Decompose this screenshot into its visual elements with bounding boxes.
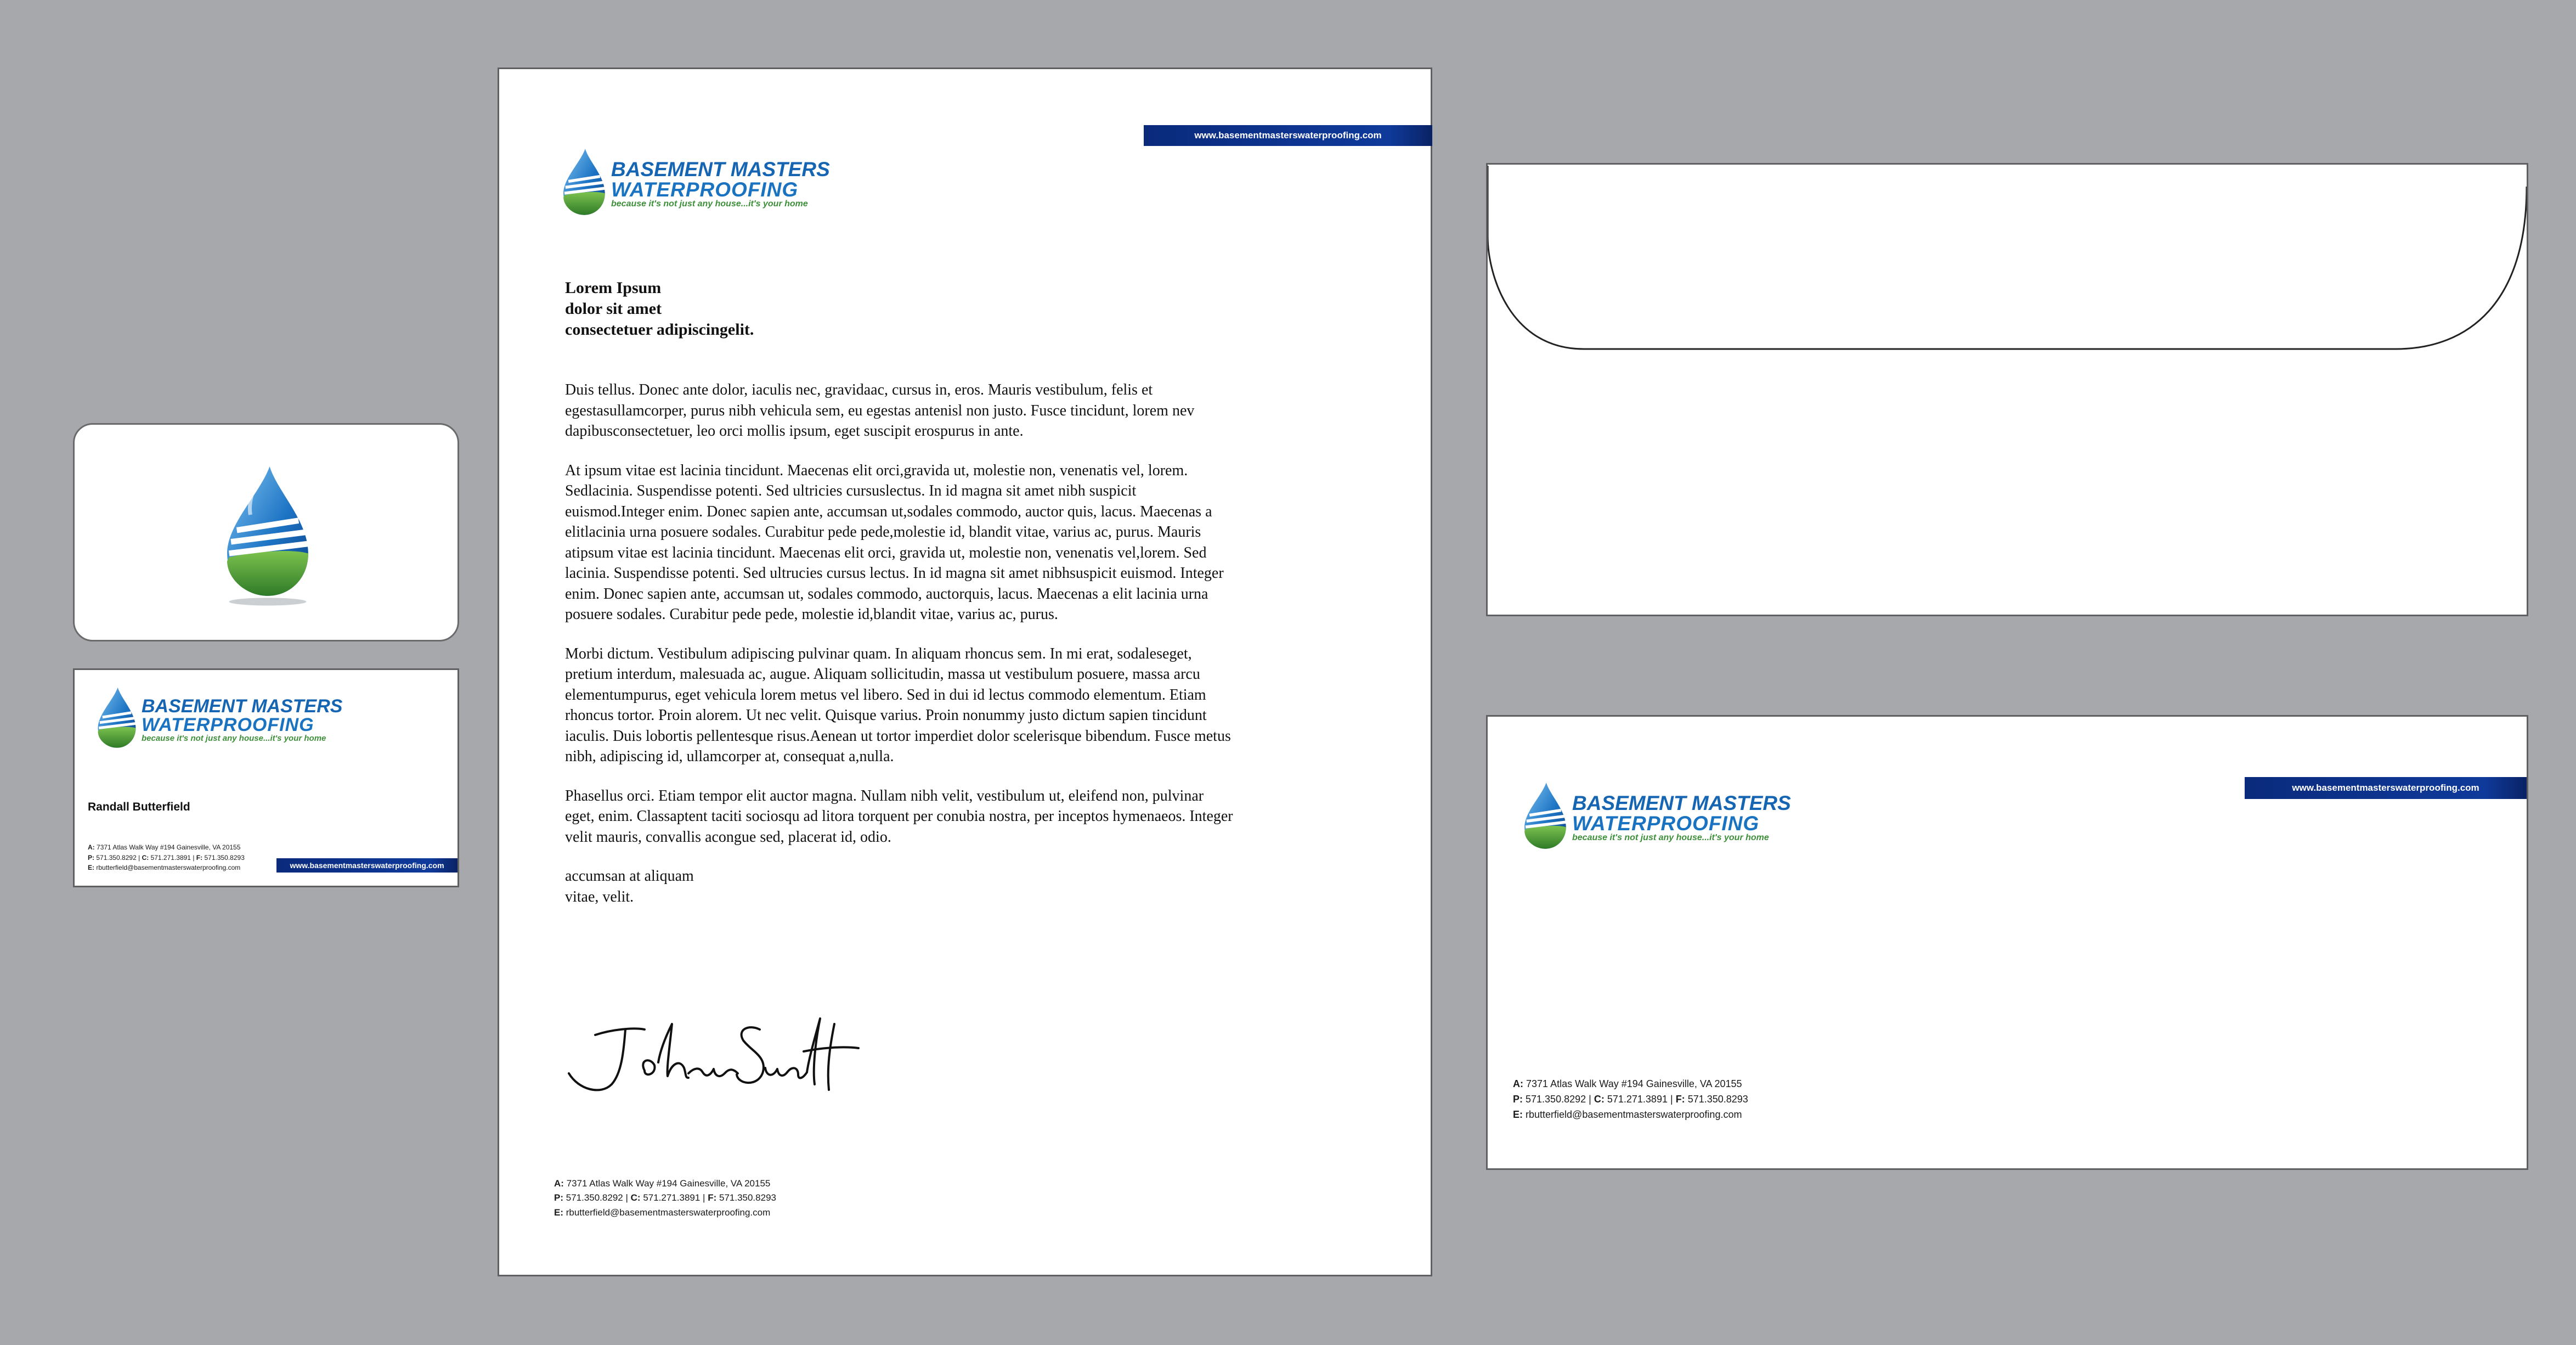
brand-name-line2: WATERPROOFING — [1572, 812, 1760, 835]
water-drop-logo-icon — [1521, 781, 1570, 854]
website-bar: www.basementmasterswaterproofing.com — [1144, 125, 1432, 146]
website-bar: www.basementmasterswaterproofing.com — [276, 858, 457, 873]
email-line: E: rbutterfield@basementmasterswaterproofing.com — [554, 1207, 771, 1218]
brand-name-line1: BASEMENT MASTERS — [611, 158, 830, 181]
letterhead-page — [498, 67, 1432, 1276]
phone-line: P: 571.350.8292 | C: 571.271.3891 | F: 571.350.8293 — [554, 1192, 776, 1203]
envelope-flap — [1488, 165, 2527, 351]
brand-name-line1: BASEMENT MASTERS — [1572, 792, 1791, 814]
brand-tagline: because it's not just any house...it's your home — [142, 733, 326, 743]
envelope-back — [1486, 163, 2528, 616]
envelope-contact-block — [1513, 1077, 1748, 1123]
heading-line: dolor sit amet — [565, 300, 662, 318]
brand-tagline: because it's not just any house...it's your home — [611, 199, 808, 209]
phone-line: P: 571.350.8292 | C: 571.271.3891 | F: 571.350.8293 — [88, 853, 245, 862]
letter-contact-block — [554, 1177, 776, 1220]
water-drop-logo-icon — [219, 464, 316, 606]
letter-closing: accumsan at aliquam vitae, velit. — [565, 868, 694, 905]
brand-logo — [560, 148, 830, 220]
letter-paragraph: Morbi dictum. Vestibulum adipiscing pulvinar quam. In aliquam rhoncus sem. In mi erat, sodaleseget, pretium interdum, malesuada ac, augue. Aliquam sollicitudin, massa ut vestibulum posuere, massa arcu elementumpurus, eget vehicula lorem metus vel libero. Sed in dui id lectus commodo elementum. Etiam rhoncus tortor. Proin alorem. Ut nec velit. Quisque varius. Proin nonummy justo dictum sapien tincidunt iaculis. Duis lobortis pellentesque risus.Aenean ut tortor imperdiet dolor scelerisque bibendum. Fusce metus nibh, adipiscing id, ullamcorper at, consequat a,nulla. — [565, 645, 1231, 766]
heading-line: consectetuer adipiscingelit. — [565, 320, 754, 339]
heading-line: Lorem Ipsum — [565, 279, 662, 297]
brand-logo — [94, 686, 342, 752]
brand-name-line2: WATERPROOFING — [142, 714, 314, 735]
brand-tagline: because it's not just any house...it's your home — [1572, 833, 1769, 842]
letter-paragraph: Phasellus orci. Etiam tempor elit auctor magna. Nullam nibh velit, vestibulum ut, eleifend non, pulvinar eget, enim. Classaptent taciti sociosqu ad litora torquent per conubia nostra, per inceptos hymenaeos. Integer velit mauris, convallis acongue sed, placerat id, odio. — [565, 787, 1233, 846]
brand-logo — [1521, 781, 1791, 854]
brand-name-line2: WATERPROOFING — [611, 178, 799, 201]
email-line: E: rbutterfield@basementmasterswaterproofing.com — [88, 864, 241, 872]
signature-image — [562, 1008, 869, 1101]
address-line: A: 7371 Atlas Walk Way #194 Gainesville, VA 20155 — [88, 843, 241, 851]
address-line: A: 7371 Atlas Walk Way #194 Gainesville, VA 20155 — [1513, 1078, 1742, 1089]
email-line: E: rbutterfield@basementmasterswaterproofing.com — [1513, 1108, 1742, 1120]
card-contact-block — [88, 842, 245, 873]
envelope-front — [1486, 715, 2528, 1170]
business-card-front — [73, 423, 459, 641]
business-card-back — [73, 668, 459, 887]
brand-name-line1: BASEMENT MASTERS — [142, 695, 343, 717]
water-drop-logo-icon — [560, 148, 609, 220]
letter-body — [565, 380, 1234, 907]
address-line: A: 7371 Atlas Walk Way #194 Gainesville, VA 20155 — [554, 1178, 771, 1189]
letter-heading — [565, 278, 754, 340]
phone-line: P: 571.350.8292 | C: 571.271.3891 | F: 571.350.8293 — [1513, 1093, 1748, 1105]
person-name: Randall Butterfield — [88, 801, 190, 813]
letter-paragraph: At ipsum vitae est lacinia tincidunt. Maecenas elit orci,gravida ut, molestie non, venenatis vel, lorem. Sedlacinia. Suspendisse potenti. Sed ultricies cursuslectus. In id magna sit amet nibh suspicit euismod.Integer enim. Donec sapien ante, accumsan ut,sodales commodo, auctor quis, lacus. Maecenas a elitlacinia urna posuere sodales. Curabitur pede pede,molestie id, blandit vitae, varius ac, purus. Mauris atipsum vitae est lacinia tincidunt. Maecenas elit orci, gravida ut, molestie non, venenatis vel,lorem. Sed lacinia. Suspendisse potenti. Sed ultrucies cursus lectus. In id magna sit amet nibhsuspicit euismod. Integer enim. Donec sapien ante, accumsan ut, sodales commodo, auctorquis, lacus. Maecenas a elit lacinia urna posuere sodales. Curabitur pede pede, molestie id,blandit vitae, varius ac, purus. — [565, 462, 1224, 623]
letter-paragraph: Duis tellus. Donec ante dolor, iaculis nec, gravidaac, cursus in, eros. Mauris vestibulum, felis et egestasullamcorper, purus nibh vehicula sem, eu egestas antenisl non justo. Fusce tincidunt, lorem nev dapibusconsectetuer, leo orci mollis ipsum, eget suscipit erospurus in ante. — [565, 381, 1195, 440]
website-bar: www.basementmasterswaterproofing.com — [2245, 777, 2527, 799]
water-drop-logo-icon — [94, 686, 139, 752]
